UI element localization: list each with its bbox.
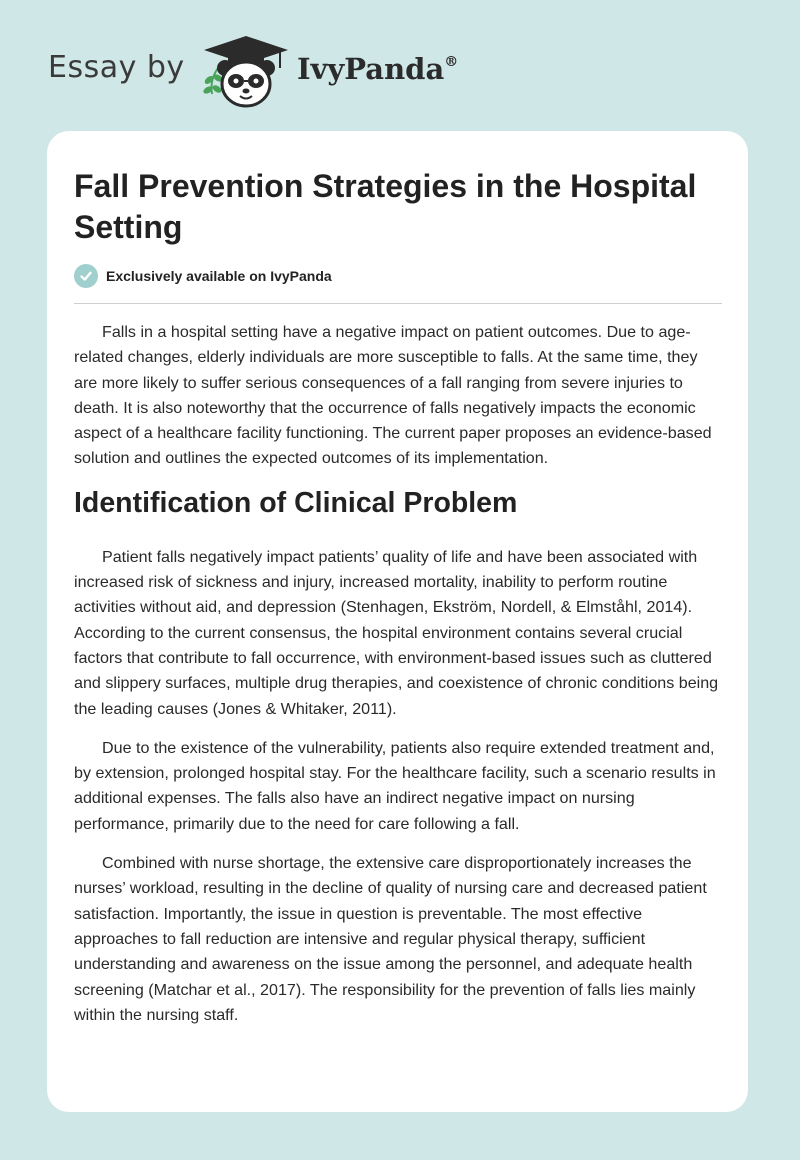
- intro-paragraph: Falls in a hospital setting have a negative impact on patient outcomes. Due to age-related changes, elderly individuals are more susceptible to falls. At the same time, they are more likely to suffer serious consequences of a fall ranging from severe injuries to death. It is also noteworthy that the occurrence of falls negatively impacts the economic aspect of a healthcare facility functioning. The current paper proposes an evidence-based solution and outlines the expected outcomes of its implementation.: [74, 323, 712, 468]
- body-paragraph: Patient falls negatively impact patients’ quality of life and have been associated with increased risk of sickness and injury, increased mortality, inability to perform routine activities without aid, and depression (Stenhagen, Ekström, Nordell, & Elmståhl, 2014). According to the current consensus, the hospital environment contains several crucial factors that contribute to fall occurrence, with environment-based issues such as cluttered and slippery surfaces, multiple drug therapies, and coexistence of chronic conditions being the leading causes (Jones & Whitaker, 2011).: [74, 547, 719, 718]
- panda-logo-icon[interactable]: [198, 34, 294, 110]
- brand-text: IvyPanda: [297, 52, 445, 86]
- divider: [74, 303, 722, 304]
- brand-name[interactable]: [297, 52, 458, 86]
- essay-body: [74, 320, 722, 1042]
- exclusive-badge: [74, 262, 332, 290]
- essay-card: [47, 131, 748, 1112]
- body-paragraph: Due to the existence of the vulnerability, patients also require extended treatment and, by extension, prolonged hospital stay. For the healthcare facility, such a scenario results in additional expenses. The falls also have an indirect negative impact on nursing performance, primarily due to the need for care following a fall.: [74, 738, 716, 833]
- registered-mark: ®: [444, 54, 459, 70]
- page-title: Fall Prevention Strategies in the Hospital Setting: [74, 168, 697, 245]
- badge-label: Exclusively available on IvyPanda: [106, 268, 332, 284]
- checkmark-icon: [74, 264, 98, 288]
- section-heading: Identification of Clinical Problem: [74, 486, 518, 519]
- essay-by-label: Essay by: [48, 50, 185, 85]
- body-paragraph: Combined with nurse shortage, the extensive care disproportionately increases the nurses’ workload, resulting in the decline of quality of nursing care and decreased patient satisfaction. Importantly, the issue in question is preventable. The most effective approaches to fall reduction are intensive and regular physical therapy, sufficient understanding and awareness on the issue among the personnel, and adequate health screening (Matchar et al., 2017). The responsibility for the prevention of falls lies mainly within the nursing staff.: [74, 854, 707, 1024]
- site-header: [0, 0, 800, 130]
